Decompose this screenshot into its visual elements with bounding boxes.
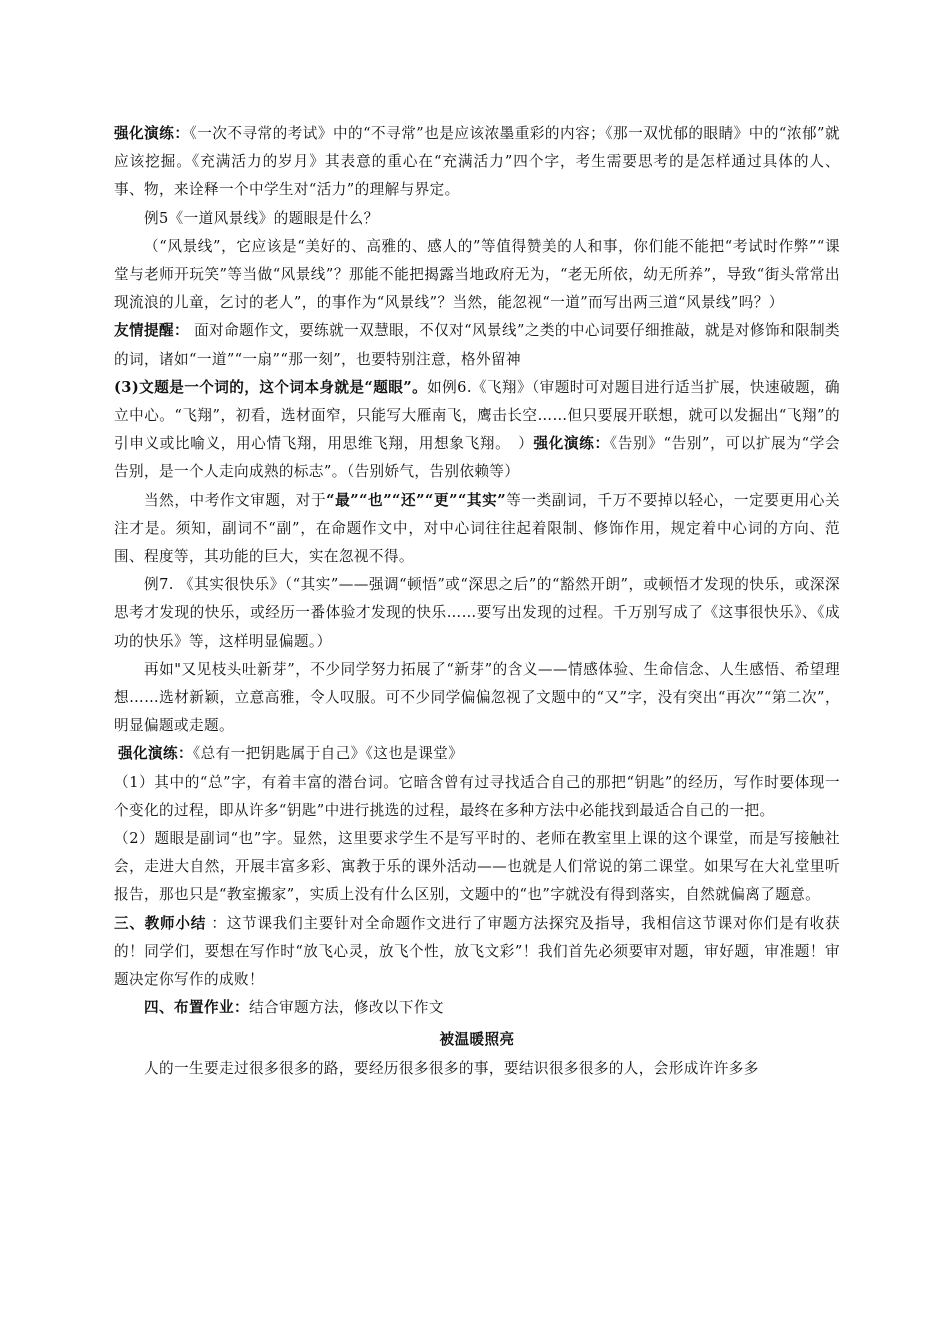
practice-label: 强化演练： bbox=[114, 125, 190, 142]
example-new-sprout: 再如"又见枝头吐新芽”，不少同学努力拓展了“新芽”的含义——情感体验、生命信念、人生感悟、希望理想……选材新颖，立意高雅，令人叹服。可不少同学偏偏忽视了文题中的“又”字，没有突出“再次”“第二次”，明显偏题或走题。 bbox=[114, 660, 840, 735]
adverb-paragraph bbox=[114, 487, 840, 572]
adverb-intro: 当然，中考作文审题，对于 bbox=[144, 491, 327, 509]
homework-text: 结合审题方法，修改以下作文 bbox=[248, 999, 444, 1017]
reminder-text: 面对命题作文，要练就一双慧眼，不仅对“风景线”之类的中心词要仔细推敲，就是对修饰和限制类的词，诸如“一道”“一扇”“那一刻”，也要特别注意，格外留神 bbox=[114, 322, 840, 368]
adverb-word: “更” bbox=[424, 491, 458, 509]
paragraph-practice-1 bbox=[114, 120, 840, 205]
essay-title: 被温暖照亮 bbox=[439, 1030, 515, 1048]
friendly-reminder bbox=[114, 317, 840, 373]
summary-label: 三、教师小结 bbox=[114, 914, 207, 932]
practice-text: 《告别》“告别”，可以扩展为“学会告别，是一个人走向成熟的标志”。（告别娇气，告别依赖等） bbox=[114, 435, 840, 481]
point-3-heading: (3)文题是一个词的，这个词本身就是“题眼”。 bbox=[114, 378, 428, 396]
homework bbox=[114, 994, 840, 1022]
summary-text: ：这节课我们主要针对全命题作文进行了审题方法探究及指导，我相信这节课对你们是有收获的！同学们，要想在写作时“放飞心灵，放飞个性，放飞文彩”！我们首先必须要审对题，审好题，审准题！审题决定你写作的成败！ bbox=[114, 914, 840, 989]
adverb-word: “也” bbox=[359, 491, 393, 509]
adverb-word: “最” bbox=[326, 491, 360, 509]
practice-text: 《总有一把钥匙属于自己》《这也是课堂》 bbox=[192, 745, 464, 763]
adverb-text: 等一类副词，千万不要掉以轻心，一定要更用心关注才是。须知，副词不“副”，在命题作文中，对中心词往往起着限制、修饰作用，规定着中心词的方向、范围、程度等，其功能的巨大，实在忽视不得。 bbox=[114, 491, 840, 566]
example-7: 例7. 《其实很快乐》（“其实”——强调“顿悟”或“深思之后”的“豁然开朗”，或顿悟才发现的快乐，或深深思考才发现的快乐，或经历一番体验才发现的快乐……要写出发现的过程。千万别写成了《这事很快乐》、《成功的快乐》等，这样明显偏题。） bbox=[114, 576, 840, 650]
teacher-summary bbox=[114, 910, 840, 995]
practice-keys bbox=[114, 740, 840, 768]
essay-first-line: 人的一生要走过很多很多的路，要经历很多很多的事，要结识很多很多的人，会形成许许多多 bbox=[144, 1059, 759, 1077]
example-5-explanation: （“风景线”，它应该是“美好的、高雅的、感人的”等值得赞美的人和事，你们能不能把“考试时作弊”“课堂与老师开玩笑”等当做“风景线”？那能不能把揭露当地政府无为，“老无所依，幼无所养”，导致“街头常常出现流浪的儿童，乞讨的老人”，的事作为“风景线”？当然，能忽视“一道”而写出两三道“风景线”吗？） bbox=[114, 237, 840, 312]
example-5-question: 例5《一道风景线》的题眼是什么？ bbox=[144, 209, 379, 227]
point-3-paragraph bbox=[114, 374, 840, 487]
practice-label: 强化演练： bbox=[533, 435, 610, 453]
practice-item-1: （1）其中的“总”字，有着丰富的潜台词。它暗含曾有过寻找适合自己的那把“钥匙”的经历，写作时要体现一个变化的过程，即从许多“钥匙”中进行挑选的过程，最终在多种方法中必能找到最适合自己的一把。 bbox=[114, 773, 840, 819]
reminder-label: 友情提醒： bbox=[114, 322, 190, 340]
homework-label: 四、布置作业： bbox=[144, 999, 249, 1017]
adverb-word: “其实” bbox=[457, 491, 507, 509]
adverb-word: “还” bbox=[392, 491, 425, 509]
practice-text: 《一次不寻常的考试》中的“不寻常”也是应该浓墨重彩的内容；《那一双忧郁的眼睛》中的“浓郁”就应该挖掘。《充满活力的岁月》其表意的重心在“充满活力”四个字，考生需要思考的是怎样通过具体的人、事、物，来诠释一个中学生对“活力”的理解与界定。 bbox=[114, 125, 840, 199]
point-3-text: 如例6.《飞翔》（审题时可对题目进行适当扩展，快速破题，确立中心。“飞翔”，初看，选材面窄，只能写大雁南飞，鹰击长空……但只要展开联想，就可以发掘出“飞翔”的引申义或比喻义，用心情飞翔，用思维飞翔，用想象飞翔。 ） bbox=[114, 378, 840, 453]
practice-label: 强化演练： bbox=[118, 745, 193, 763]
practice-item-2: （2）题眼是副词“也”字。显然，这里要求学生不是写平时的、老师在教室里上课的这个课堂，而是写接触社会，走进大自然，开展丰富多彩、寓教于乐的课外活动——也就是人们常说的第二课堂。如果写在大礼堂里听报告，那也只是“教室搬家”，实质上没有什么区别，文题中的“也”字就没有得到落实，自然就偏离了题意。 bbox=[114, 830, 840, 904]
